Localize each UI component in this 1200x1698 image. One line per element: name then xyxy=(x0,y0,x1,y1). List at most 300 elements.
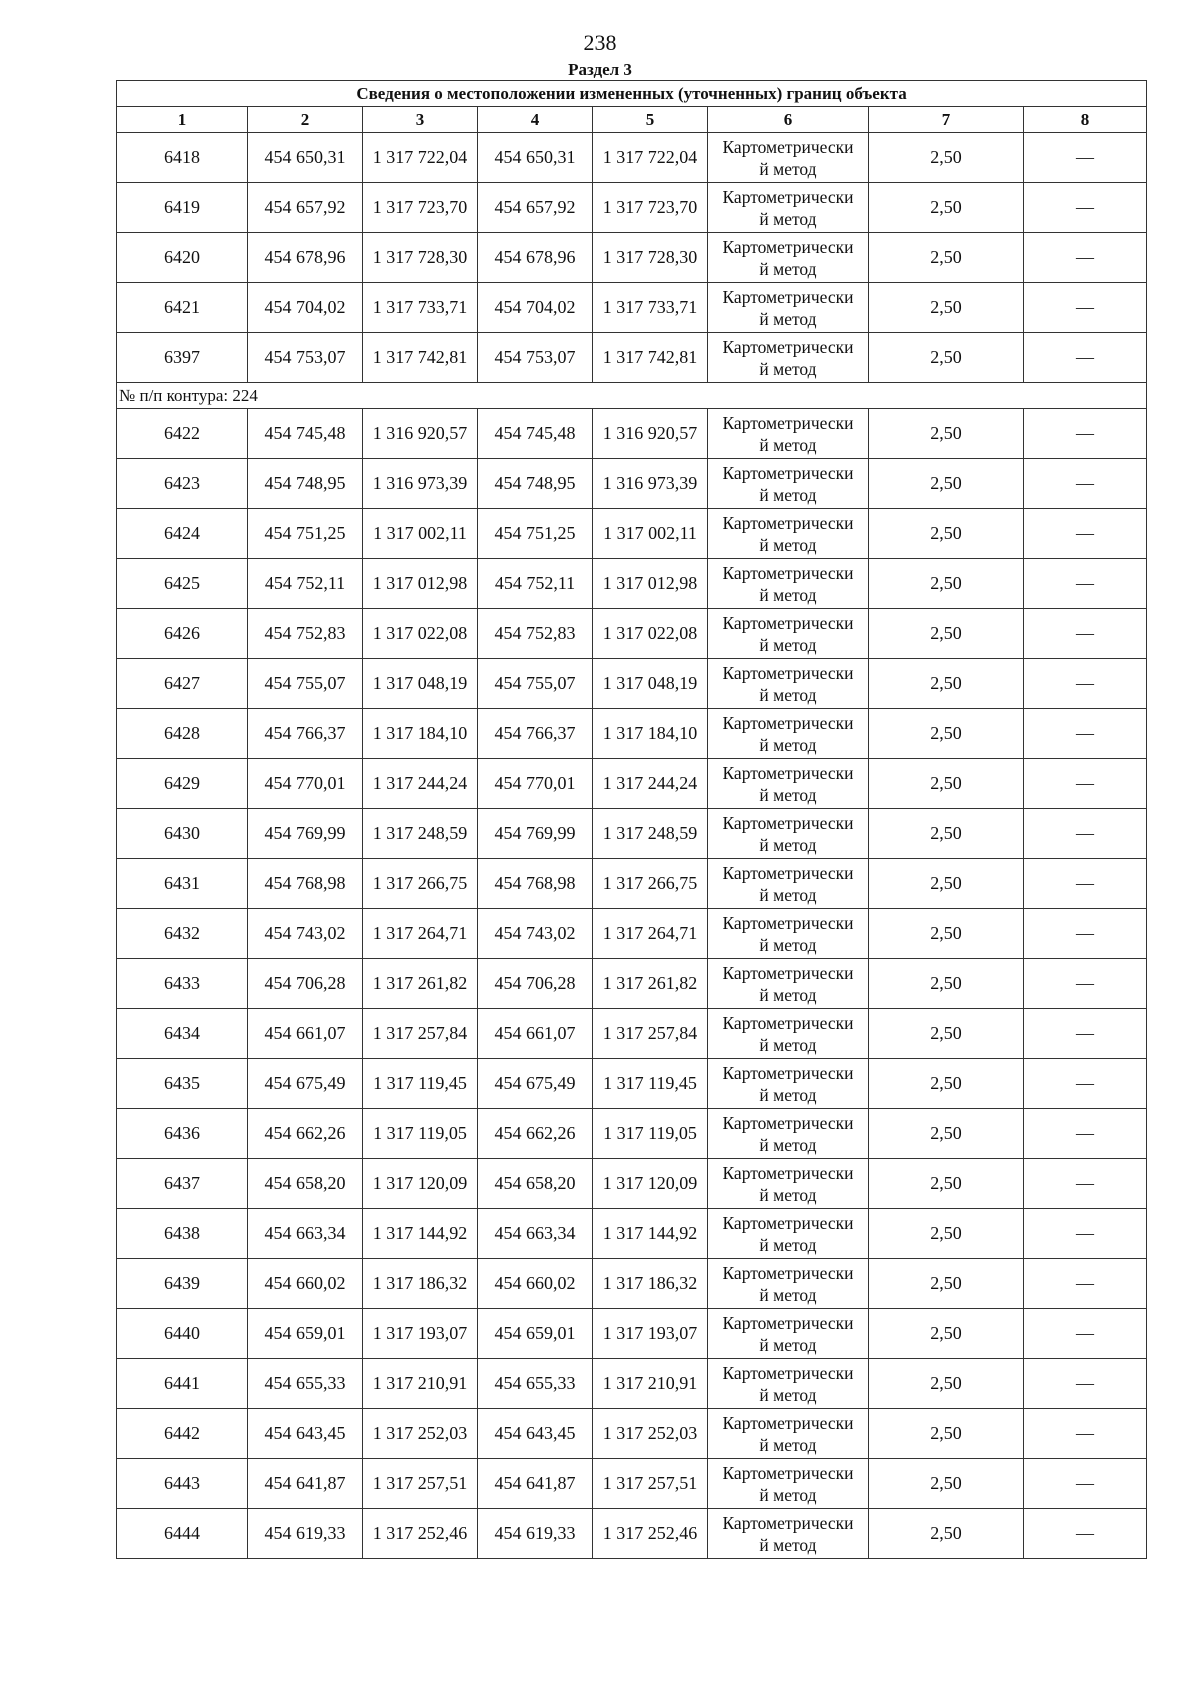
method-line-2: й метод xyxy=(759,208,817,229)
method-cell xyxy=(708,609,869,659)
y-new-cell: 1 316 920,57 xyxy=(593,409,708,459)
method-line-2: й метод xyxy=(759,434,817,455)
y-existing-cell: 1 317 193,07 xyxy=(363,1309,478,1359)
precision-cell: 2,50 xyxy=(869,409,1024,459)
method-line-1: Картометрически xyxy=(722,462,854,483)
method-line-1: Картометрически xyxy=(722,1362,854,1383)
table-row xyxy=(117,1209,1147,1259)
description-cell: — xyxy=(1024,909,1147,959)
precision-cell: 2,50 xyxy=(869,459,1024,509)
table-row xyxy=(117,709,1147,759)
precision-cell: 2,50 xyxy=(869,1309,1024,1359)
y-new-cell: 1 317 184,10 xyxy=(593,709,708,759)
table-row xyxy=(117,459,1147,509)
method-line-1: Картометрически xyxy=(722,1512,854,1533)
y-existing-cell: 1 317 120,09 xyxy=(363,1159,478,1209)
table-row xyxy=(117,1459,1147,1509)
method-line-1: Картометрически xyxy=(722,862,854,883)
method-line-1: Картометрически xyxy=(722,1212,854,1233)
x-new-cell: 454 675,49 xyxy=(478,1059,593,1109)
table-row xyxy=(117,1109,1147,1159)
point-number-cell: 6425 xyxy=(117,559,248,609)
method-cell xyxy=(708,709,869,759)
method-cell xyxy=(708,1359,869,1409)
method-line-2: й метод xyxy=(759,1534,817,1555)
y-existing-cell: 1 317 722,04 xyxy=(363,133,478,183)
x-existing-cell: 454 663,34 xyxy=(248,1209,363,1259)
table-row xyxy=(117,959,1147,1009)
column-header: 5 xyxy=(593,107,708,133)
y-new-cell: 1 317 193,07 xyxy=(593,1309,708,1359)
table-row xyxy=(117,283,1147,333)
point-number-cell: 6430 xyxy=(117,809,248,859)
x-existing-cell: 454 662,26 xyxy=(248,1109,363,1159)
description-cell: — xyxy=(1024,959,1147,1009)
y-existing-cell: 1 317 252,46 xyxy=(363,1509,478,1559)
method-line-1: Картометрически xyxy=(722,562,854,583)
x-new-cell: 454 745,48 xyxy=(478,409,593,459)
precision-cell: 2,50 xyxy=(869,1509,1024,1559)
method-cell xyxy=(708,1309,869,1359)
column-header: 1 xyxy=(117,107,248,133)
x-existing-cell: 454 660,02 xyxy=(248,1259,363,1309)
column-header: 3 xyxy=(363,107,478,133)
contour-row xyxy=(117,383,1147,409)
method-line-2: й метод xyxy=(759,984,817,1005)
y-new-cell: 1 317 728,30 xyxy=(593,233,708,283)
x-existing-cell: 454 643,45 xyxy=(248,1409,363,1459)
y-existing-cell: 1 317 210,91 xyxy=(363,1359,478,1409)
precision-cell: 2,50 xyxy=(869,1109,1024,1159)
point-number-cell: 6434 xyxy=(117,1009,248,1059)
description-cell: — xyxy=(1024,1409,1147,1459)
precision-cell: 2,50 xyxy=(869,133,1024,183)
method-line-1: Картометрически xyxy=(722,236,854,257)
x-new-cell: 454 755,07 xyxy=(478,659,593,709)
x-existing-cell: 454 650,31 xyxy=(248,133,363,183)
y-existing-cell: 1 317 119,45 xyxy=(363,1059,478,1109)
point-number-cell: 6418 xyxy=(117,133,248,183)
method-cell xyxy=(708,1259,869,1309)
y-new-cell: 1 317 252,03 xyxy=(593,1409,708,1459)
y-new-cell: 1 317 048,19 xyxy=(593,659,708,709)
method-cell xyxy=(708,559,869,609)
method-cell xyxy=(708,1459,869,1509)
x-new-cell: 454 678,96 xyxy=(478,233,593,283)
method-line-1: Картометрически xyxy=(722,712,854,733)
point-number-cell: 6420 xyxy=(117,233,248,283)
method-cell xyxy=(708,1409,869,1459)
description-cell: — xyxy=(1024,759,1147,809)
x-existing-cell: 454 619,33 xyxy=(248,1509,363,1559)
x-existing-cell: 454 743,02 xyxy=(248,909,363,959)
precision-cell: 2,50 xyxy=(869,233,1024,283)
description-cell: — xyxy=(1024,1209,1147,1259)
y-existing-cell: 1 317 002,11 xyxy=(363,509,478,559)
x-existing-cell: 454 675,49 xyxy=(248,1059,363,1109)
precision-cell: 2,50 xyxy=(869,1459,1024,1509)
y-existing-cell: 1 317 733,71 xyxy=(363,283,478,333)
point-number-cell: 6421 xyxy=(117,283,248,333)
method-line-2: й метод xyxy=(759,884,817,905)
description-cell: — xyxy=(1024,283,1147,333)
y-existing-cell: 1 317 257,51 xyxy=(363,1459,478,1509)
x-new-cell: 454 641,87 xyxy=(478,1459,593,1509)
y-existing-cell: 1 317 022,08 xyxy=(363,609,478,659)
table-row xyxy=(117,333,1147,383)
description-cell: — xyxy=(1024,183,1147,233)
x-new-cell: 454 650,31 xyxy=(478,133,593,183)
point-number-cell: 6438 xyxy=(117,1209,248,1259)
method-line-2: й метод xyxy=(759,1184,817,1205)
y-new-cell: 1 317 244,24 xyxy=(593,759,708,809)
description-cell: — xyxy=(1024,1359,1147,1409)
x-existing-cell: 454 751,25 xyxy=(248,509,363,559)
method-line-1: Картометрически xyxy=(722,186,854,207)
method-line-1: Картометрически xyxy=(722,1162,854,1183)
method-line-2: й метод xyxy=(759,784,817,805)
method-cell xyxy=(708,133,869,183)
method-line-1: Картометрически xyxy=(722,1012,854,1033)
method-line-2: й метод xyxy=(759,1384,817,1405)
y-existing-cell: 1 317 266,75 xyxy=(363,859,478,909)
method-line-2: й метод xyxy=(759,684,817,705)
point-number-cell: 6422 xyxy=(117,409,248,459)
precision-cell: 2,50 xyxy=(869,183,1024,233)
x-new-cell: 454 752,11 xyxy=(478,559,593,609)
y-new-cell: 1 317 266,75 xyxy=(593,859,708,909)
table-row xyxy=(117,1259,1147,1309)
method-cell xyxy=(708,333,869,383)
table-row xyxy=(117,809,1147,859)
method-line-1: Картометрически xyxy=(722,1462,854,1483)
contour-label: № п/п контура: 224 xyxy=(117,383,1147,409)
method-line-2: й метод xyxy=(759,1434,817,1455)
table-row xyxy=(117,183,1147,233)
method-cell xyxy=(708,1109,869,1159)
y-new-cell: 1 317 257,84 xyxy=(593,1009,708,1059)
method-line-2: й метод xyxy=(759,1484,817,1505)
point-number-cell: 6433 xyxy=(117,959,248,1009)
y-existing-cell: 1 317 261,82 xyxy=(363,959,478,1009)
y-new-cell: 1 317 002,11 xyxy=(593,509,708,559)
description-cell: — xyxy=(1024,709,1147,759)
y-new-cell: 1 317 144,92 xyxy=(593,1209,708,1259)
y-new-cell: 1 317 257,51 xyxy=(593,1459,708,1509)
table-row xyxy=(117,559,1147,609)
method-cell xyxy=(708,1009,869,1059)
table-row xyxy=(117,909,1147,959)
table-row xyxy=(117,1159,1147,1209)
method-cell xyxy=(708,909,869,959)
method-line-2: й метод xyxy=(759,934,817,955)
y-new-cell: 1 317 119,05 xyxy=(593,1109,708,1159)
x-new-cell: 454 748,95 xyxy=(478,459,593,509)
y-new-cell: 1 317 248,59 xyxy=(593,809,708,859)
point-number-cell: 6436 xyxy=(117,1109,248,1159)
method-line-1: Картометрически xyxy=(722,412,854,433)
point-number-cell: 6419 xyxy=(117,183,248,233)
point-number-cell: 6440 xyxy=(117,1309,248,1359)
x-existing-cell: 454 752,83 xyxy=(248,609,363,659)
y-existing-cell: 1 316 920,57 xyxy=(363,409,478,459)
y-existing-cell: 1 317 742,81 xyxy=(363,333,478,383)
description-cell: — xyxy=(1024,1159,1147,1209)
precision-cell: 2,50 xyxy=(869,809,1024,859)
method-line-2: й метод xyxy=(759,158,817,179)
y-existing-cell: 1 317 244,24 xyxy=(363,759,478,809)
x-new-cell: 454 752,83 xyxy=(478,609,593,659)
x-existing-cell: 454 745,48 xyxy=(248,409,363,459)
x-new-cell: 454 619,33 xyxy=(478,1509,593,1559)
point-number-cell: 6423 xyxy=(117,459,248,509)
point-number-cell: 6441 xyxy=(117,1359,248,1409)
precision-cell: 2,50 xyxy=(869,709,1024,759)
x-new-cell: 454 659,01 xyxy=(478,1309,593,1359)
method-line-1: Картометрически xyxy=(722,336,854,357)
y-existing-cell: 1 317 186,32 xyxy=(363,1259,478,1309)
precision-cell: 2,50 xyxy=(869,909,1024,959)
x-existing-cell: 454 766,37 xyxy=(248,709,363,759)
method-line-1: Картометрически xyxy=(722,1112,854,1133)
description-cell: — xyxy=(1024,809,1147,859)
column-header: 6 xyxy=(708,107,869,133)
description-cell: — xyxy=(1024,409,1147,459)
x-existing-cell: 454 659,01 xyxy=(248,1309,363,1359)
x-new-cell: 454 662,26 xyxy=(478,1109,593,1159)
point-number-cell: 6442 xyxy=(117,1409,248,1459)
point-number-cell: 6428 xyxy=(117,709,248,759)
description-cell: — xyxy=(1024,509,1147,559)
x-new-cell: 454 770,01 xyxy=(478,759,593,809)
method-cell xyxy=(708,659,869,709)
point-number-cell: 6427 xyxy=(117,659,248,709)
table-header-row xyxy=(117,107,1147,133)
x-existing-cell: 454 657,92 xyxy=(248,183,363,233)
y-new-cell: 1 317 210,91 xyxy=(593,1359,708,1409)
precision-cell: 2,50 xyxy=(869,1259,1024,1309)
point-number-cell: 6439 xyxy=(117,1259,248,1309)
x-existing-cell: 454 753,07 xyxy=(248,333,363,383)
method-line-1: Картометрически xyxy=(722,136,854,157)
x-new-cell: 454 768,98 xyxy=(478,859,593,909)
method-line-2: й метод xyxy=(759,734,817,755)
method-cell xyxy=(708,1159,869,1209)
description-cell: — xyxy=(1024,609,1147,659)
method-line-1: Картометрически xyxy=(722,1412,854,1433)
method-line-2: й метод xyxy=(759,1334,817,1355)
method-cell xyxy=(708,233,869,283)
precision-cell: 2,50 xyxy=(869,1009,1024,1059)
method-cell xyxy=(708,809,869,859)
description-cell: — xyxy=(1024,559,1147,609)
x-new-cell: 454 657,92 xyxy=(478,183,593,233)
table-row xyxy=(117,759,1147,809)
point-number-cell: 6432 xyxy=(117,909,248,959)
y-new-cell: 1 317 186,32 xyxy=(593,1259,708,1309)
description-cell: — xyxy=(1024,1109,1147,1159)
precision-cell: 2,50 xyxy=(869,1159,1024,1209)
x-existing-cell: 454 704,02 xyxy=(248,283,363,333)
x-existing-cell: 454 768,98 xyxy=(248,859,363,909)
method-line-2: й метод xyxy=(759,1034,817,1055)
method-cell xyxy=(708,759,869,809)
table-row xyxy=(117,509,1147,559)
table-body xyxy=(117,81,1147,1559)
method-line-2: й метод xyxy=(759,834,817,855)
y-existing-cell: 1 317 252,03 xyxy=(363,1409,478,1459)
table-row xyxy=(117,133,1147,183)
description-cell: — xyxy=(1024,1509,1147,1559)
method-line-2: й метод xyxy=(759,584,817,605)
method-line-2: й метод xyxy=(759,1284,817,1305)
x-new-cell: 454 766,37 xyxy=(478,709,593,759)
x-existing-cell: 454 755,07 xyxy=(248,659,363,709)
x-new-cell: 454 655,33 xyxy=(478,1359,593,1409)
precision-cell: 2,50 xyxy=(869,1059,1024,1109)
y-new-cell: 1 317 261,82 xyxy=(593,959,708,1009)
x-new-cell: 454 663,34 xyxy=(478,1209,593,1259)
method-cell xyxy=(708,959,869,1009)
description-cell: — xyxy=(1024,859,1147,909)
y-existing-cell: 1 317 012,98 xyxy=(363,559,478,609)
method-line-1: Картометрически xyxy=(722,1262,854,1283)
method-cell xyxy=(708,409,869,459)
precision-cell: 2,50 xyxy=(869,609,1024,659)
description-cell: — xyxy=(1024,133,1147,183)
method-line-1: Картометрически xyxy=(722,762,854,783)
point-number-cell: 6444 xyxy=(117,1509,248,1559)
column-header: 8 xyxy=(1024,107,1147,133)
point-number-cell: 6437 xyxy=(117,1159,248,1209)
method-line-2: й метод xyxy=(759,308,817,329)
description-cell: — xyxy=(1024,333,1147,383)
y-new-cell: 1 317 022,08 xyxy=(593,609,708,659)
y-new-cell: 1 317 252,46 xyxy=(593,1509,708,1559)
method-line-2: й метод xyxy=(759,1084,817,1105)
x-existing-cell: 454 752,11 xyxy=(248,559,363,609)
x-existing-cell: 454 678,96 xyxy=(248,233,363,283)
precision-cell: 2,50 xyxy=(869,283,1024,333)
y-new-cell: 1 317 119,45 xyxy=(593,1059,708,1109)
description-cell: — xyxy=(1024,1009,1147,1059)
table-row xyxy=(117,1509,1147,1559)
method-line-1: Картометрически xyxy=(722,1312,854,1333)
precision-cell: 2,50 xyxy=(869,1359,1024,1409)
table-row xyxy=(117,1059,1147,1109)
column-header: 7 xyxy=(869,107,1024,133)
point-number-cell: 6429 xyxy=(117,759,248,809)
precision-cell: 2,50 xyxy=(869,759,1024,809)
description-cell: — xyxy=(1024,233,1147,283)
method-line-1: Картометрически xyxy=(722,662,854,683)
description-cell: — xyxy=(1024,1459,1147,1509)
precision-cell: 2,50 xyxy=(869,1209,1024,1259)
coordinates-table xyxy=(116,80,1147,1559)
section-title: Раздел 3 xyxy=(568,60,632,79)
precision-cell: 2,50 xyxy=(869,1409,1024,1459)
table-row xyxy=(117,859,1147,909)
method-line-1: Картометрически xyxy=(722,812,854,833)
y-existing-cell: 1 316 973,39 xyxy=(363,459,478,509)
table-caption: Сведения о местоположении измененных (уточненных) границ объекта xyxy=(117,81,1147,107)
y-new-cell: 1 316 973,39 xyxy=(593,459,708,509)
y-existing-cell: 1 317 048,19 xyxy=(363,659,478,709)
y-new-cell: 1 317 012,98 xyxy=(593,559,708,609)
y-existing-cell: 1 317 184,10 xyxy=(363,709,478,759)
y-existing-cell: 1 317 257,84 xyxy=(363,1009,478,1059)
table-row xyxy=(117,1359,1147,1409)
precision-cell: 2,50 xyxy=(869,959,1024,1009)
x-existing-cell: 454 658,20 xyxy=(248,1159,363,1209)
y-existing-cell: 1 317 144,92 xyxy=(363,1209,478,1259)
description-cell: — xyxy=(1024,459,1147,509)
y-existing-cell: 1 317 723,70 xyxy=(363,183,478,233)
point-number-cell: 6426 xyxy=(117,609,248,659)
method-line-1: Картометрически xyxy=(722,912,854,933)
precision-cell: 2,50 xyxy=(869,333,1024,383)
x-new-cell: 454 753,07 xyxy=(478,333,593,383)
method-line-1: Картометрически xyxy=(722,612,854,633)
method-cell xyxy=(708,283,869,333)
column-header: 4 xyxy=(478,107,593,133)
y-new-cell: 1 317 264,71 xyxy=(593,909,708,959)
x-new-cell: 454 661,07 xyxy=(478,1009,593,1059)
method-cell xyxy=(708,1059,869,1109)
method-cell xyxy=(708,183,869,233)
method-cell xyxy=(708,459,869,509)
precision-cell: 2,50 xyxy=(869,659,1024,709)
method-cell xyxy=(708,859,869,909)
y-existing-cell: 1 317 248,59 xyxy=(363,809,478,859)
method-line-1: Картометрически xyxy=(722,1062,854,1083)
table-row xyxy=(117,1009,1147,1059)
table-row xyxy=(117,659,1147,709)
x-new-cell: 454 643,45 xyxy=(478,1409,593,1459)
method-line-2: й метод xyxy=(759,484,817,505)
description-cell: — xyxy=(1024,659,1147,709)
method-cell xyxy=(708,509,869,559)
x-existing-cell: 454 769,99 xyxy=(248,809,363,859)
table-row xyxy=(117,1309,1147,1359)
x-existing-cell: 454 770,01 xyxy=(248,759,363,809)
method-line-1: Картометрически xyxy=(722,512,854,533)
x-existing-cell: 454 655,33 xyxy=(248,1359,363,1409)
y-existing-cell: 1 317 119,05 xyxy=(363,1109,478,1159)
x-existing-cell: 454 641,87 xyxy=(248,1459,363,1509)
point-number-cell: 6443 xyxy=(117,1459,248,1509)
method-line-2: й метод xyxy=(759,534,817,555)
method-line-2: й метод xyxy=(759,1134,817,1155)
x-existing-cell: 454 661,07 xyxy=(248,1009,363,1059)
y-new-cell: 1 317 742,81 xyxy=(593,333,708,383)
method-cell xyxy=(708,1509,869,1559)
method-line-2: й метод xyxy=(759,634,817,655)
y-existing-cell: 1 317 728,30 xyxy=(363,233,478,283)
x-new-cell: 454 660,02 xyxy=(478,1259,593,1309)
precision-cell: 2,50 xyxy=(869,859,1024,909)
x-existing-cell: 454 748,95 xyxy=(248,459,363,509)
method-line-2: й метод xyxy=(759,358,817,379)
y-new-cell: 1 317 120,09 xyxy=(593,1159,708,1209)
page-number: 238 xyxy=(583,30,617,55)
point-number-cell: 6435 xyxy=(117,1059,248,1109)
precision-cell: 2,50 xyxy=(869,559,1024,609)
precision-cell: 2,50 xyxy=(869,509,1024,559)
table-row xyxy=(117,1409,1147,1459)
method-cell xyxy=(708,1209,869,1259)
x-new-cell: 454 751,25 xyxy=(478,509,593,559)
